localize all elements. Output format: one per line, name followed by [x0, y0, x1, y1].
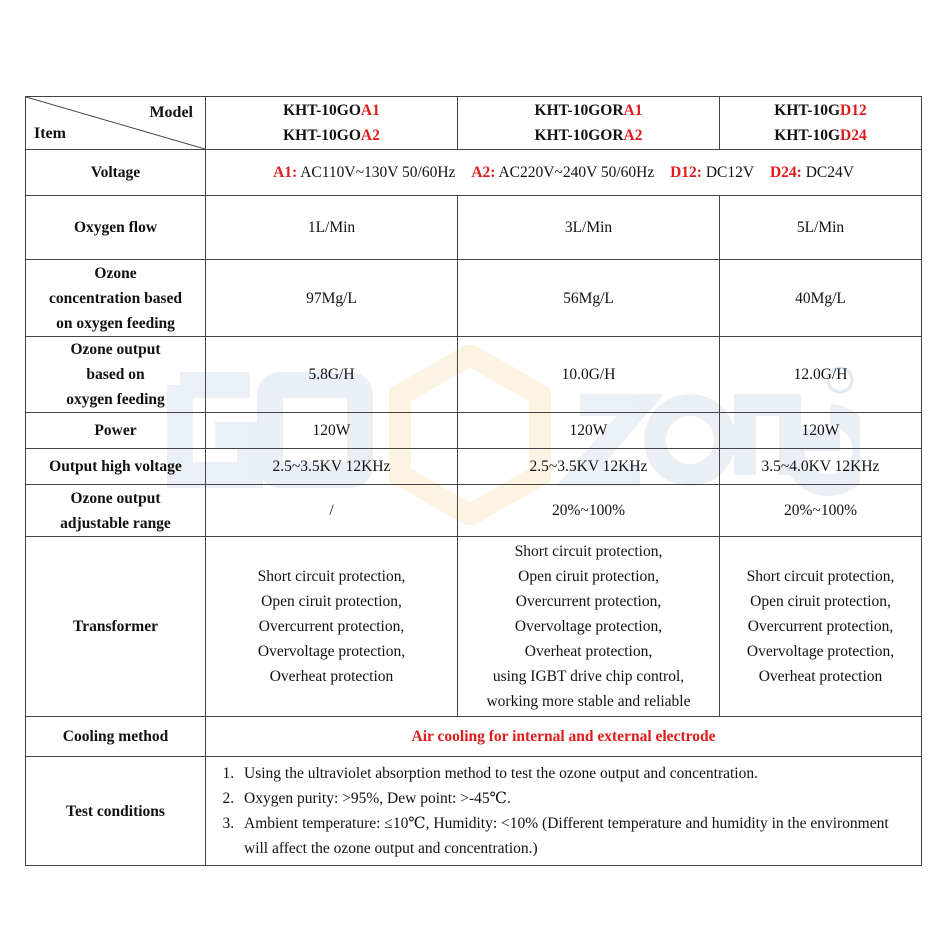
- protection-line: using IGBT drive chip control,: [492, 668, 685, 685]
- adjustable-range-value: 20%~100%: [720, 485, 922, 537]
- test-conditions-list: [206, 757, 921, 865]
- power-row: [26, 413, 922, 449]
- protection-line: Open ciruit protection,: [518, 568, 659, 585]
- output-high-voltage-row: [26, 449, 922, 485]
- protection-line: Short circuit protection,: [746, 568, 895, 585]
- adjustable-range-label: Ozone output adjustable range: [26, 485, 206, 537]
- voltage-values: [206, 150, 922, 196]
- oxygen-flow-value: 1L/Min: [206, 196, 458, 260]
- oxygen-flow-value: 3L/Min: [458, 196, 720, 260]
- protection-line: Short circuit protection,: [514, 543, 663, 560]
- model-base: KHT-10G: [774, 102, 841, 119]
- ozone-output-label: Ozone output based on oxygen feeding: [26, 337, 206, 413]
- oxygen-flow-value: 5L/Min: [720, 196, 922, 260]
- protection-line: Short circuit protection,: [257, 568, 406, 585]
- model-base: KHT-10GOR: [534, 102, 624, 119]
- protection-line: Open ciruit protection,: [750, 593, 891, 610]
- output-high-voltage-value: 2.5~3.5KV 12KHz: [206, 449, 458, 485]
- voltage-label: Voltage: [26, 150, 206, 196]
- protection-line: Overvoltage protection,: [746, 643, 895, 660]
- voltage-option-d24: D24: DC24V: [769, 164, 854, 181]
- model-head-3: [720, 97, 922, 150]
- model-label: Model: [149, 104, 193, 121]
- model-base: KHT-10GO: [283, 102, 361, 119]
- ozone-concentration-value: 56Mg/L: [458, 260, 720, 337]
- ozone-output-row: [26, 337, 922, 413]
- header-row: [26, 97, 922, 150]
- test-condition-item: 2. Oxygen purity: >95%, Dew point: >-45℃.: [238, 786, 913, 811]
- header-corner-cell: [26, 97, 206, 150]
- voltage-option-a2: A2: AC220V~240V 50/60Hz: [471, 164, 655, 181]
- oxygen-flow-row: [26, 196, 922, 260]
- output-high-voltage-value: 2.5~3.5KV 12KHz: [458, 449, 720, 485]
- ozone-output-value: 12.0G/H: [720, 337, 922, 413]
- spec-table: [25, 96, 922, 866]
- cooling-row: [26, 717, 922, 757]
- model-suffix: D24: [840, 127, 867, 144]
- ozone-concentration-row: [26, 260, 922, 337]
- adjustable-range-value: 20%~100%: [458, 485, 720, 537]
- ozone-concentration-value: 40Mg/L: [720, 260, 922, 337]
- ozone-output-value: 5.8G/H: [206, 337, 458, 413]
- output-high-voltage-value: 3.5~4.0KV 12KHz: [720, 449, 922, 485]
- transformer-protections-col1: [206, 537, 458, 717]
- transformer-label: Transformer: [26, 537, 206, 717]
- output-high-voltage-label: Output high voltage: [26, 449, 206, 485]
- cooling-value: Air cooling for internal and external electrode: [206, 717, 922, 757]
- protection-line: Overheat protection,: [524, 643, 653, 660]
- test-conditions-row: [26, 757, 922, 866]
- model-base: KHT-10GOR: [534, 127, 624, 144]
- transformer-protections-col2: [458, 537, 720, 717]
- model-head-2: [458, 97, 720, 150]
- test-condition-item: 3. Ambient temperature: ≤10℃, Humidity: <10% (Different temperature and humidity in the environment will affect the ozone output and concentration.): [238, 811, 913, 861]
- protection-line: Overheat protection: [758, 668, 883, 685]
- protection-line: Open ciruit protection,: [261, 593, 402, 610]
- model-suffix: A1: [360, 102, 380, 119]
- ozone-concentration-value: 97Mg/L: [206, 260, 458, 337]
- voltage-option-a1: A1: AC110V~130V 50/60Hz: [273, 164, 456, 181]
- voltage-option-d12: D12: DC12V: [670, 164, 755, 181]
- model-head-1: [206, 97, 458, 150]
- protection-line: working more stable and reliable: [486, 693, 691, 710]
- oxygen-flow-label: Oxygen flow: [26, 196, 206, 260]
- protection-line: Overcurrent protection,: [515, 593, 662, 610]
- transformer-row: [26, 537, 922, 717]
- voltage-row: [26, 150, 922, 196]
- test-conditions-list-cell: [206, 757, 922, 866]
- power-value: 120W: [720, 413, 922, 449]
- power-value: 120W: [458, 413, 720, 449]
- model-base: KHT-10G: [774, 127, 841, 144]
- adjustable-range-row: [26, 485, 922, 537]
- ozone-concentration-label: Ozone concentration based on oxygen feeding: [26, 260, 206, 337]
- adjustable-range-value: /: [206, 485, 458, 537]
- transformer-protections-col3: [720, 537, 922, 717]
- model-base: KHT-10GO: [283, 127, 361, 144]
- ozone-output-value: 10.0G/H: [458, 337, 720, 413]
- model-suffix: A1: [623, 102, 643, 119]
- power-label: Power: [26, 413, 206, 449]
- model-suffix: A2: [360, 127, 380, 144]
- item-label: Item: [34, 125, 66, 142]
- power-value: 120W: [206, 413, 458, 449]
- protection-line: Overvoltage protection,: [257, 643, 406, 660]
- model-suffix: D12: [840, 102, 867, 119]
- protection-line: Overcurrent protection,: [258, 618, 405, 635]
- model-suffix: A2: [623, 127, 643, 144]
- protection-line: Overcurrent protection,: [747, 618, 894, 635]
- test-conditions-label: Test conditions: [26, 757, 206, 866]
- protection-line: Overvoltage protection,: [514, 618, 663, 635]
- test-condition-item: 1. Using the ultraviolet absorption method to test the ozone output and concentration.: [238, 761, 913, 786]
- protection-line: Overheat protection: [269, 668, 394, 685]
- cooling-label: Cooling method: [26, 717, 206, 757]
